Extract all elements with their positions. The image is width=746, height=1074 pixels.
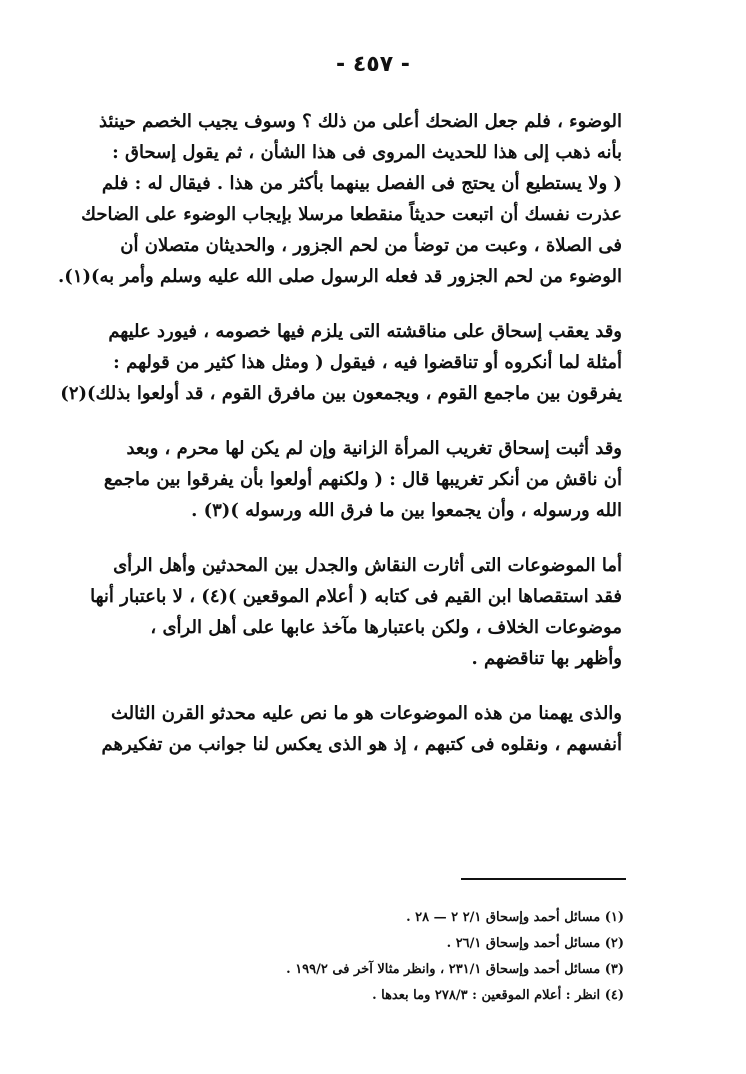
text-line: وقد يعقب إسحاق على مناقشته التى يلزم فيها خصومه ، فيورد عليهم — [108, 321, 622, 342]
footnote-4: (٤) انظر : أعلام الموقعين : ٢٧٨/٣ وما بعدها . — [372, 988, 624, 1003]
body-text — [58, 106, 622, 784]
text-line: فقد استقصاها ابن القيم فى كتابه ( أعلام الموقعين )(٤) ، لا باعتبار أنها — [90, 586, 622, 607]
text-line: أما الموضوعات التى أثارت النقاش والجدل بين المحدثين وأهل الرأى — [113, 555, 622, 576]
text-line: فى الصلاة ، وعبت من توضأ من لحم الجزور ، والحديثان متصلان أن — [120, 235, 622, 256]
text-line: يفرقون بين ماجمع القوم ، ويجمعون بين مافرق القوم ، قد أولعوا بذلك)(٢) — [60, 383, 622, 404]
text-line: بأنه ذهب إلى هذا للحديث المروى فى هذا الشأن ، ثم يقول إسحاق : — [112, 142, 622, 163]
text-line: موضوعات الخلاف ، ولكن باعتبارها مآخذ عابها على أهل الرأى ، — [150, 617, 622, 638]
text-line: الوضوء من لحم الجزور قد فعله الرسول صلى الله عليه وسلم وأمر به)(١). — [58, 266, 622, 287]
footnotes — [220, 905, 624, 1009]
text-line: الله ورسوله ، وأن يجمعوا بين ما فرق الله ورسوله )(٣) . — [191, 500, 622, 521]
footnote-3: (٣) مسائل أحمد وإسحاق ٢٣١/١ ، وانظر مثالا آخر فى ١٩٩/٢ . — [286, 962, 624, 977]
text-line: وأظهر بها تناقضهم . — [471, 648, 622, 669]
footnote-separator — [461, 878, 626, 880]
footnote-1: (١) مسائل أحمد وإسحاق ٢/١ ٢ — ٢٨ . — [406, 910, 624, 925]
text-line: عذرت نفسك أن اتبعت حديثاً منقطعا مرسلا بإيجاب الوضوء على الضاحك — [81, 204, 622, 225]
paragraph-4 — [90, 550, 622, 674]
paragraph-1 — [58, 106, 622, 292]
text-line: أمثلة لما أنكروه أو تناقضوا فيه ، فيقول ( ومثل هذا كثير من قولهم : — [113, 352, 622, 373]
text-line: وقد أثبت إسحاق تغريب المرأة الزانية وإن لم يكن لها محرم ، وبعد — [126, 438, 622, 459]
text-line: أنفسهم ، ونقلوه فى كتبهم ، إذ هو الذى يعكس لنا جوانب من تفكيرهم — [101, 734, 622, 755]
text-line: ( ولا يستطيع أن يحتج فى الفصل بينهما بأكثر من هذا . فيقال له : فلم — [101, 173, 622, 194]
paragraph-2 — [60, 316, 622, 409]
page-number: - ٤٥٧ - — [336, 52, 410, 77]
text-line: الوضوء ، فلم جعل الضحك أعلى من ذلك ؟ وسوف يجيب الخصم حينئذ — [98, 111, 622, 132]
footnote-2: (٢) مسائل أحمد وإسحاق ٢٦/١ . — [446, 936, 624, 951]
text-line: أن ناقش من أنكر تغريبها قال : ( ولكنهم أولعوا بأن يفرقوا بين ماجمع — [103, 469, 622, 490]
paragraph-5 — [101, 698, 622, 760]
paragraph-3 — [103, 433, 622, 526]
text-line: والذى يهمنا من هذه الموضوعات هو ما نص عليه محدثو القرن الثالث — [110, 703, 622, 724]
